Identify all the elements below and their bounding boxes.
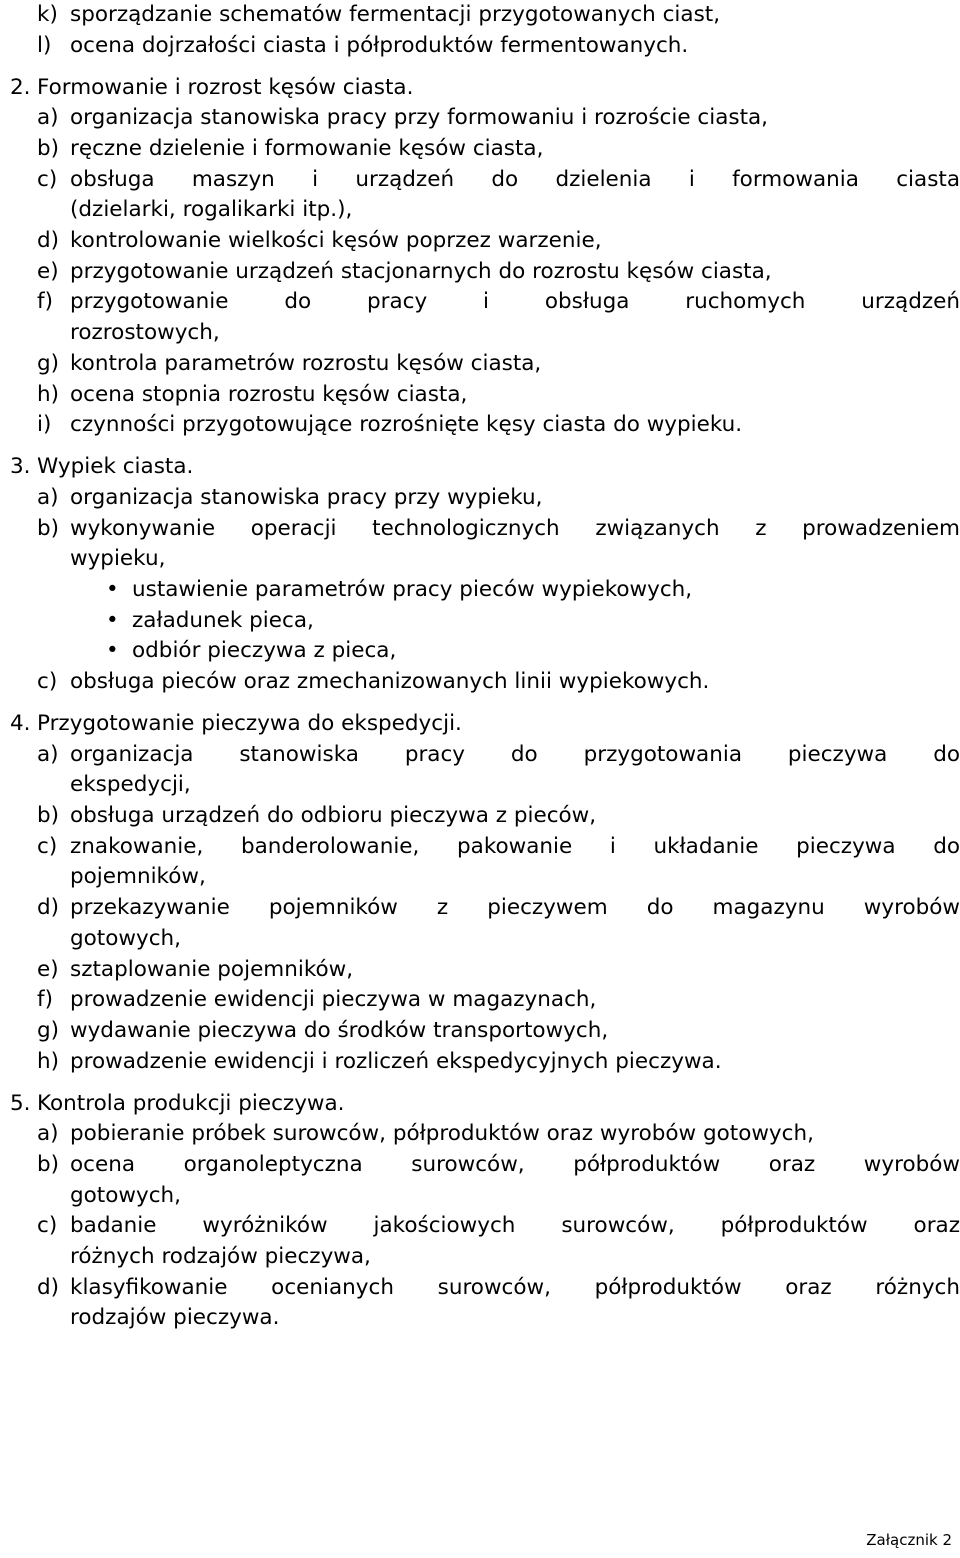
bullet-icon: •	[106, 576, 119, 602]
item-text: rodzajów pieczywa.	[70, 1305, 280, 1331]
item-letter: g)	[37, 350, 60, 376]
item-text: kontrola parametrów rozrostu kęsów ciasta,	[70, 350, 542, 376]
item-letter: l)	[37, 32, 52, 58]
list-item	[10, 226, 960, 257]
item-letter: b)	[37, 803, 60, 829]
item-letter: a)	[37, 741, 59, 767]
item-text: rozrostowych,	[70, 320, 220, 346]
item-text: wykonywanie operacji technologicznych związanych z prowadzeniem	[70, 515, 960, 541]
item-text: wypieku,	[70, 546, 166, 572]
list-item-continuation	[10, 862, 960, 893]
item-text: wydawanie pieczywa do środków transportowych,	[70, 1017, 609, 1043]
list-item	[10, 287, 960, 318]
list-item-continuation	[10, 770, 960, 801]
item-letter: d)	[37, 895, 60, 921]
item-text: prowadzenie ewidencji i rozliczeń ekspedycyjnych pieczywa.	[70, 1048, 722, 1074]
section-number: 3.	[10, 454, 31, 480]
item-text: organizacja stanowiska pracy przy formowaniu i rozroście ciasta,	[70, 105, 769, 131]
item-letter: c)	[37, 166, 58, 192]
item-text: organizacja stanowiska pracy do przygotowania pieczywa do	[70, 741, 960, 767]
item-text: organizacja stanowiska pracy przy wypieku,	[70, 484, 543, 510]
list-item	[10, 514, 960, 545]
list-item-continuation	[10, 1181, 960, 1212]
list-item	[10, 667, 960, 698]
list-item-continuation	[10, 1303, 960, 1334]
section-title: Wypiek ciasta.	[37, 454, 194, 480]
item-text: sporządzanie schematów fermentacji przygotowanych ciast,	[70, 2, 721, 27]
item-letter: c)	[37, 1213, 58, 1239]
item-text: pojemników,	[70, 864, 206, 890]
item-text: znakowanie, banderolowanie, pakowanie i układanie pieczywa do	[70, 833, 960, 859]
list-item	[10, 985, 960, 1016]
list-item	[10, 1047, 960, 1078]
section-gap	[10, 441, 960, 452]
item-letter: k)	[37, 2, 58, 27]
list-item	[10, 955, 960, 986]
item-text: prowadzenie ewidencji pieczywa w magazynach,	[70, 987, 597, 1013]
item-text: ocena organoleptyczna surowców, półproduktów oraz wyrobów	[70, 1151, 960, 1177]
item-text: ręczne dzielenie i formowanie kęsów ciasta,	[70, 136, 544, 162]
list-item-continuation	[10, 318, 960, 349]
item-letter: a)	[37, 105, 59, 131]
item-text: czynności przygotowujące rozrośnięte kęsy ciasta do wypieku.	[70, 412, 743, 438]
item-letter: c)	[37, 669, 58, 695]
list-item	[10, 483, 960, 514]
section-gap	[10, 698, 960, 709]
bullet-icon: •	[106, 638, 119, 664]
list-item	[10, 0, 960, 31]
item-text: gotowych,	[70, 1182, 181, 1208]
section-heading	[10, 1089, 960, 1120]
item-text: klasyfikowanie ocenianych surowców, półproduktów oraz różnych	[70, 1274, 960, 1300]
section-heading	[10, 452, 960, 483]
item-text: pobieranie próbek surowców, półproduktów oraz wyrobów gotowych,	[70, 1121, 814, 1147]
item-text: ekspedycji,	[70, 772, 191, 798]
list-item	[10, 740, 960, 771]
item-text: badanie wyróżników jakościowych surowców, półproduktów oraz	[70, 1213, 960, 1239]
list-item	[10, 103, 960, 134]
bullet-text: ustawienie parametrów pracy pieców wypiekowych,	[132, 576, 693, 602]
item-letter: f)	[37, 289, 53, 315]
item-letter: f)	[37, 987, 53, 1013]
bullet-text: załadunek pieca,	[132, 607, 314, 633]
item-text: sztaplowanie pojemników,	[70, 956, 354, 982]
item-text: gotowych,	[70, 925, 181, 951]
item-letter: h)	[37, 1048, 60, 1074]
item-text: (dzielarki, rogalikarki itp.),	[70, 197, 353, 223]
section-heading	[10, 709, 960, 740]
list-item	[10, 1211, 960, 1242]
section-number: 5.	[10, 1090, 31, 1116]
list-item	[10, 134, 960, 165]
item-letter: a)	[37, 484, 59, 510]
item-text: obsługa pieców oraz zmechanizowanych linii wypiekowych.	[70, 669, 710, 695]
list-item	[10, 31, 960, 62]
item-letter: g)	[37, 1017, 60, 1043]
item-letter: d)	[37, 228, 60, 254]
item-text: ocena stopnia rozrostu kęsów ciasta,	[70, 381, 468, 407]
list-item	[10, 1016, 960, 1047]
item-letter: h)	[37, 381, 60, 407]
list-item	[10, 380, 960, 411]
item-letter: e)	[37, 258, 59, 284]
section-gap	[10, 61, 960, 72]
item-letter: a)	[37, 1121, 59, 1147]
section-title: Kontrola produkcji pieczywa.	[37, 1090, 345, 1116]
list-item	[10, 832, 960, 863]
list-item	[10, 1150, 960, 1181]
list-item-continuation	[10, 195, 960, 226]
bullet-icon: •	[106, 607, 119, 633]
item-letter: b)	[37, 515, 60, 541]
item-letter: c)	[37, 833, 58, 859]
item-letter: i)	[37, 412, 52, 438]
item-text: przygotowanie do pracy i obsługa ruchomych urządzeń	[70, 289, 960, 315]
item-letter: b)	[37, 136, 60, 162]
list-item	[10, 165, 960, 196]
item-text: przygotowanie urządzeń stacjonarnych do rozrostu kęsów ciasta,	[70, 258, 772, 284]
list-item	[10, 349, 960, 380]
list-item	[10, 1119, 960, 1150]
section-number: 2.	[10, 74, 31, 100]
list-item	[10, 410, 960, 441]
item-text: ocena dojrzałości ciasta i półproduktów fermentowanych.	[70, 32, 689, 58]
item-text: przekazywanie pojemników z pieczywem do magazynu wyrobów	[70, 895, 960, 921]
item-letter: d)	[37, 1274, 60, 1300]
section-number: 4.	[10, 711, 31, 737]
bullet-text: odbiór pieczywa z pieca,	[132, 638, 397, 664]
attachment-label: Załącznik 2	[866, 1531, 952, 1549]
section-gap	[10, 1077, 960, 1088]
item-letter: e)	[37, 956, 59, 982]
list-item	[10, 1273, 960, 1304]
section-title: Przygotowanie pieczywa do ekspedycji.	[37, 711, 462, 737]
item-text: kontrolowanie wielkości kęsów poprzez warzenie,	[70, 228, 602, 254]
item-text: obsługa urządzeń do odbioru pieczywa z pieców,	[70, 803, 597, 829]
list-item-continuation	[10, 544, 960, 575]
section-heading	[10, 73, 960, 104]
section-title: Formowanie i rozrost kęsów ciasta.	[37, 74, 414, 100]
item-letter: b)	[37, 1151, 60, 1177]
list-item-continuation	[10, 924, 960, 955]
item-text: różnych rodzajów pieczywa,	[70, 1244, 371, 1269]
document-body	[10, 0, 960, 1334]
list-item	[10, 893, 960, 924]
item-text: obsługa maszyn i urządzeń do dzielenia i formowania ciasta	[70, 166, 960, 192]
list-item-continuation	[10, 1242, 960, 1273]
bullet-item	[10, 636, 960, 667]
list-item	[10, 257, 960, 288]
list-item	[10, 801, 960, 832]
bullet-item	[10, 575, 960, 606]
bullet-item	[10, 606, 960, 637]
